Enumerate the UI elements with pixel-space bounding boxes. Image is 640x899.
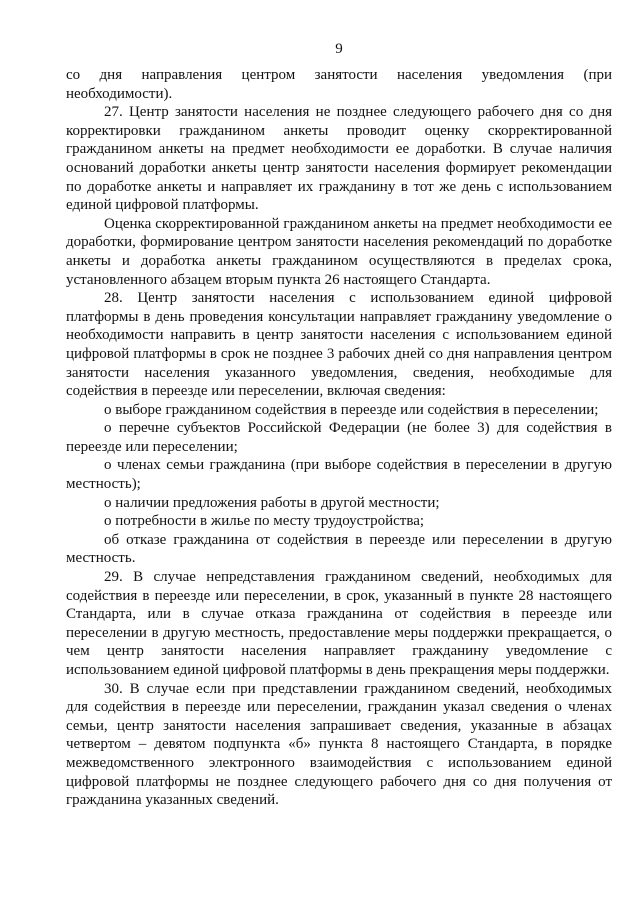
paragraph-assessment: Оценка скорректированной гражданином анкеты на предмет необходимости ее доработки, формирование центром занятости населения рекомендаций по доработке анкеты и доработка анкеты гражданином осуществляются в пределах срока, установленного абзацем вторым пункта 26 настоящего Стандарта.	[66, 215, 612, 288]
list-item-housing: о потребности в жилье по месту трудоустройства;	[104, 513, 425, 530]
list-item-job-offer: о наличии предложения работы в другой местности;	[104, 494, 440, 511]
paragraph-item-27: 27. Центр занятости населения не позднее следующего рабочего дня со дня корректировки гражданином анкеты проводит оценку скорректированной гражданином анкеты на предмет необходимости ее доработки. В случае наличия оснований доработки анкеты центр занятости населения формирует рекомендации по доработке анкеты и направляет их гражданину в тот же день с использованием единой цифровой платформы.	[66, 104, 612, 214]
list-item-regions: о перечне субъектов Российской Федерации (не более 3) для содействия в переезде или переселении;	[66, 420, 612, 455]
list-item-family: о членах семьи гражданина (при выборе содействия в переселении в другую местность);	[66, 457, 612, 493]
paragraph-item-29: 29. В случае непредставления гражданином сведений, необходимых для содействия в переезде или переселении, в срок, указанный в пункте 28 настоящего Стандарта, или в случае отказа гражданина от содействия в переезде или переселении в другую местность, предоставление меры поддержки прекращается, о чем центр занятости населения направляет гражданину уведомление с использованием единой цифровой платформы в день прекращения меры поддержки.	[66, 569, 612, 678]
list-item-choice: о выборе гражданином содействия в переезде или содействия в переселении;	[104, 401, 599, 418]
paragraph-item-30: 30. В случае если при представлении гражданином сведений, необходимых для содействия в переезде или переселении, гражданин указал сведения о членах семьи, центр занятости населения запрашивает сведения, указанные в абзацах четвертом – девятом подпункта «б» пункта 8 настоящего Стандарта, в порядке межведомственного электронного взаимодействия с использованием единой цифровой платформы не позднее следующего рабочего дня со дня получения от гражданина указанных сведений.	[66, 680, 612, 809]
paragraph-item-28: 28. Центр занятости населения с использованием единой цифровой платформы в день проведения консультации направляет гражданину уведомление о необходимости направить в центр занятости населения с использованием единой цифровой платформы в срок не позднее 3 рабочих дней со дня направления центром занятости населения указанного уведомления, сведения, необходимые для содействия в переезде или переселении, включая сведения:	[66, 290, 612, 400]
list-item-refusal: об отказе гражданина от содействия в переезде или переселении в другую местность.	[66, 531, 612, 567]
paragraph-continuation: со дня направления центром занятости населения уведомления (при необходимости).	[66, 67, 612, 102]
document-page	[66, 40, 612, 810]
page-number: 9	[335, 41, 343, 57]
